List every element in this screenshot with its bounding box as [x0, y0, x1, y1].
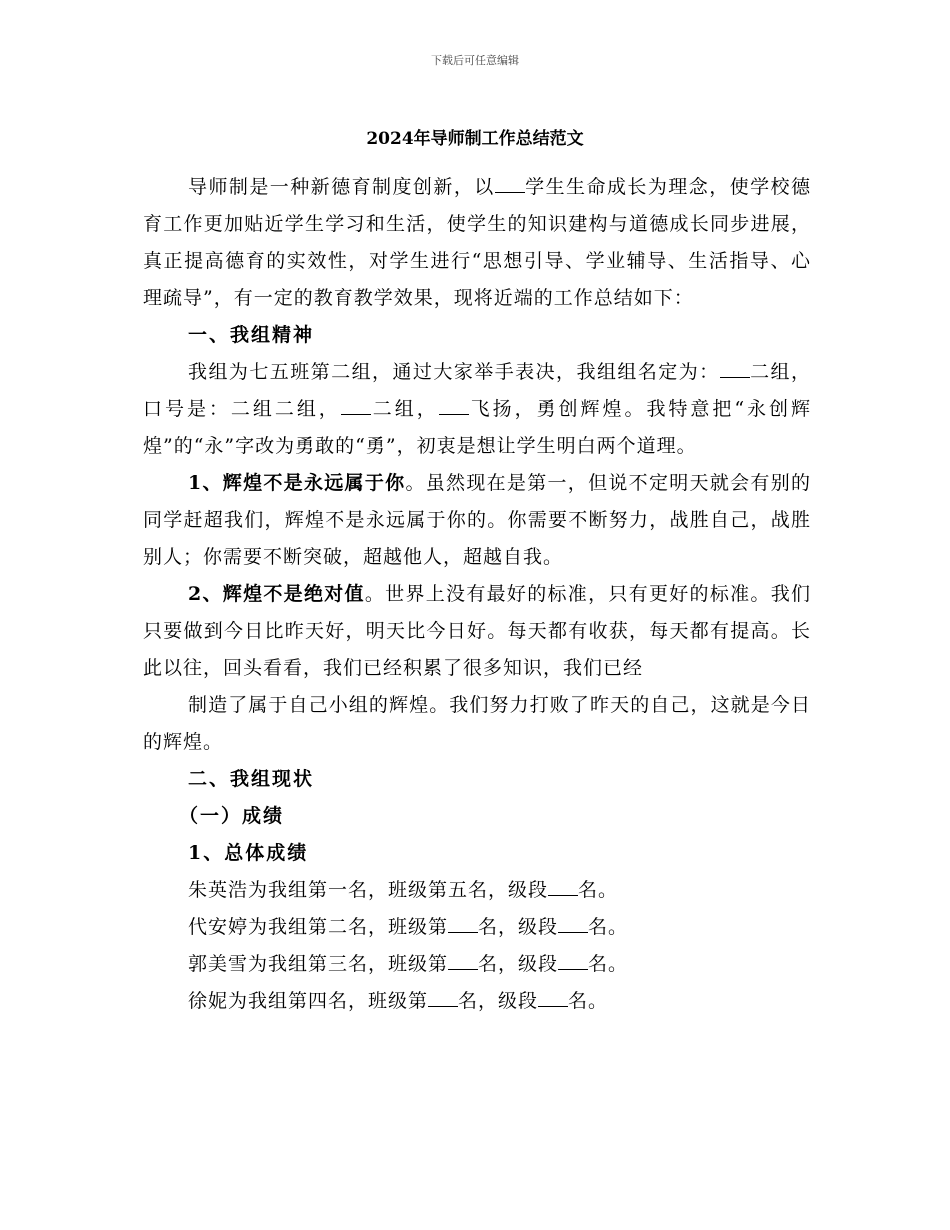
- section1-paragraph: [143, 354, 811, 465]
- intro-text-b: 学生生命成长为理念，使学校德育工作更加贴近学生学习和生活，使学生的知识建构与道德成长同步进展，真正提高德育的实效性，对学生进行“思想引导、学业辅导、生活指导、心理疏导”，有一定的教育教学效果，现将近端的工作总结如下：: [143, 176, 811, 309]
- point2-lead: 2、辉煌不是绝对值: [188, 583, 365, 605]
- blank-line: [495, 177, 525, 193]
- section1-heading: 一、我组精神: [188, 324, 315, 346]
- row-text-b: 名，级段: [458, 990, 539, 1012]
- row-text-b: 名，级段: [478, 953, 559, 975]
- page-header-note: 下载后可任意编辑: [431, 54, 519, 67]
- subsection-heading-grades: （一）成绩: [179, 805, 285, 827]
- row-text-a: 代安婷为我组第二名，班级第: [188, 916, 449, 938]
- blank-line: [341, 399, 371, 415]
- subsection-heading-overall: 1、总体成绩: [188, 842, 309, 864]
- point1-text: 。虽然现在是第一，但说不定明天就会有别的同学赶超我们，辉煌不是永远属于你的。你需要不断努力，战胜自己，战胜别人；你需要不断突破，超越他人，超越自我。: [143, 472, 811, 568]
- point1-lead: 1、辉煌不是永远属于你: [188, 472, 406, 494]
- point1-paragraph: [143, 465, 811, 576]
- blank-line: [448, 917, 478, 933]
- intro-paragraph: [143, 169, 811, 317]
- ranking-row: [143, 946, 811, 983]
- ranking-row: [143, 983, 811, 1020]
- row-text-c: 名。: [588, 916, 629, 938]
- row-text-b: 名，级段: [478, 916, 559, 938]
- row-text-c: 名。: [588, 953, 629, 975]
- row-text-a: 徐妮为我组第四名，班级第: [188, 990, 429, 1012]
- point2-paragraph: [143, 576, 811, 687]
- s1-text-a: 我组为七五班第二组，通过大家举手表决，我组组名定为：: [188, 361, 720, 383]
- blank-line: [448, 954, 478, 970]
- blank-line: [548, 880, 578, 896]
- blank-line: [439, 399, 469, 415]
- row-text-c: 名。: [568, 990, 609, 1012]
- intro-text-a: 导师制是一种新德育制度创新，以: [188, 176, 495, 198]
- row-text-c: 名。: [578, 879, 619, 901]
- s1-text-d: 飞扬，勇创辉煌。我特意把“永创辉煌”的“永”字改为勇敢的“勇”，初衷是想让学生明白两个道理。: [143, 398, 811, 457]
- blank-line: [720, 362, 750, 378]
- section2-heading: 二、我组现状: [188, 768, 315, 790]
- blank-line: [428, 991, 458, 1007]
- ranking-row: [143, 872, 811, 909]
- row-text-a: 郭美雪为我组第三名，班级第: [188, 953, 449, 975]
- s1-text-b: 二组，口号是：二组二组，: [143, 361, 811, 420]
- ranking-row: [143, 909, 811, 946]
- point2-text: 。世界上没有最好的标准，只有更好的标准。我们只要做到今日比昨天好，明天比今日好。每天都有收获，每天都有提高。长此以往，回头看看，我们已经积累了很多知识，我们已经: [143, 583, 811, 679]
- blank-line: [558, 917, 588, 933]
- s1-text-c: 二组，: [370, 398, 439, 420]
- document-body: [143, 169, 811, 1020]
- row-text-a: 朱英浩为我组第一名，班级第五名，级段: [188, 879, 549, 901]
- continuation-paragraph: 制造了属于自己小组的辉煌。我们努力打败了昨天的自己，这就是今日的辉煌。: [143, 694, 811, 753]
- blank-line: [538, 991, 568, 1007]
- document-title: 2024年导师制工作总结范文: [366, 129, 584, 149]
- blank-line: [558, 954, 588, 970]
